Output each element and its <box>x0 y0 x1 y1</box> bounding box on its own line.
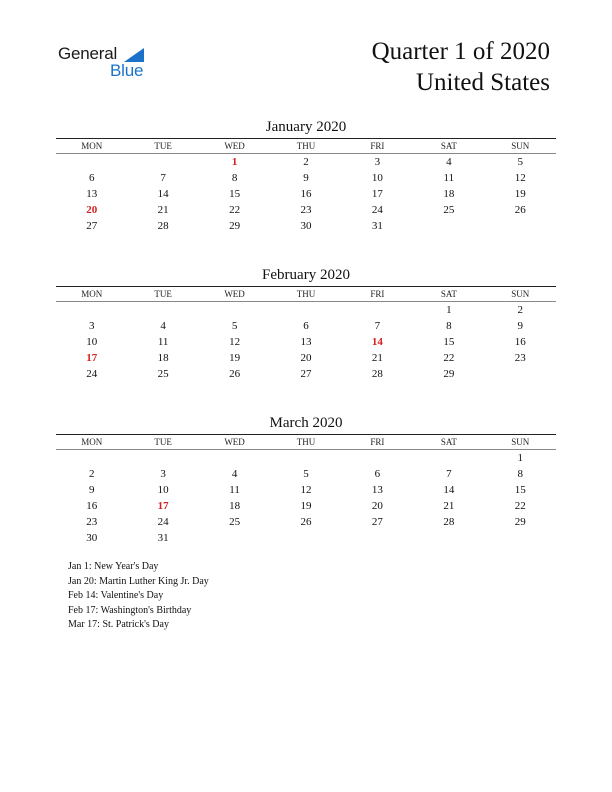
day-cell <box>413 218 484 234</box>
weekday-label: MON <box>81 289 103 299</box>
day-cell <box>199 450 270 466</box>
day-cell: 25 <box>157 368 169 380</box>
holiday-item: Jan 1: New Year's Day <box>68 561 159 572</box>
day-cell: 3 <box>374 156 381 168</box>
weekday-label: TUE <box>154 289 172 299</box>
day-cell: 7 <box>160 172 166 184</box>
month-title: March 2020 <box>269 415 343 431</box>
holiday-item: Mar 17: St. Patrick's Day <box>68 619 169 630</box>
logo-triangle-icon <box>124 48 144 62</box>
day-cell: 22 <box>443 352 455 364</box>
day-cell: 8 <box>231 172 238 184</box>
weekday-label: WED <box>224 141 245 151</box>
day-cell <box>270 530 341 546</box>
day-cell: 12 <box>229 336 241 348</box>
day-cell: 24 <box>86 368 98 380</box>
day-cell: 16 <box>300 188 312 200</box>
month-january <box>56 118 556 234</box>
logo-general-text: General <box>58 44 118 63</box>
day-cell <box>485 218 556 234</box>
day-cell: 26 <box>514 204 526 216</box>
day-cell: 24 <box>157 516 169 528</box>
day-cell: 18 <box>229 500 241 512</box>
day-cell: 10 <box>86 336 98 348</box>
day-cell: 30 <box>86 532 98 544</box>
day-cell: 2 <box>517 304 524 316</box>
day-cell: 13 <box>86 188 98 200</box>
day-cell: 27 <box>371 516 383 528</box>
weekday-header <box>56 139 556 153</box>
day-cell: 23 <box>514 352 526 364</box>
day-cell: 5 <box>517 156 524 168</box>
weekday-label: THU <box>296 141 316 151</box>
weekday-label: WED <box>224 289 245 299</box>
day-cell: 15 <box>514 484 526 496</box>
month-title: January 2020 <box>265 119 347 135</box>
holiday-item: Feb 14: Valentine's Day <box>68 590 164 601</box>
day-cell: 5 <box>231 320 238 332</box>
weekday-label: SAT <box>440 289 457 299</box>
day-cell: 7 <box>374 320 381 332</box>
day-cell: 29 <box>443 368 455 380</box>
day-cell: 25 <box>229 516 241 528</box>
weekday-label: SAT <box>440 437 457 447</box>
weekday-label: SAT <box>440 141 457 151</box>
weekday-label: WED <box>224 437 245 447</box>
day-cell <box>127 450 198 466</box>
day-cell: 28 <box>157 220 169 232</box>
day-cell: 14 <box>157 188 169 200</box>
day-cell <box>413 530 484 546</box>
day-cell: 16 <box>514 336 526 348</box>
day-cell: 30 <box>300 220 312 232</box>
weekday-header <box>56 287 556 301</box>
day-cell: 18 <box>443 188 455 200</box>
day-grid <box>56 154 556 234</box>
day-cell <box>342 450 413 466</box>
day-cell: 27 <box>300 368 312 380</box>
weekday-label: SUN <box>511 141 530 151</box>
day-cell <box>199 302 270 318</box>
day-cell: 9 <box>88 484 95 496</box>
day-cell: 21 <box>443 500 455 512</box>
weekday-label: MON <box>81 437 103 447</box>
holiday-day-cell: 17 <box>157 500 169 512</box>
holiday-day-cell: 14 <box>371 336 383 348</box>
day-cell: 13 <box>300 336 312 348</box>
country-title: United States <box>415 69 550 96</box>
day-cell <box>127 154 198 170</box>
day-cell: 19 <box>229 352 241 364</box>
holiday-item: Jan 20: Martin Luther King Jr. Day <box>68 575 209 587</box>
weekday-label: THU <box>296 289 316 299</box>
weekday-label: FRI <box>370 289 385 299</box>
day-cell: 21 <box>371 352 383 364</box>
day-cell: 28 <box>371 368 383 380</box>
day-cell: 15 <box>443 336 455 348</box>
day-cell: 20 <box>371 500 383 512</box>
day-cell: 29 <box>514 516 526 528</box>
weekday-header <box>56 435 556 449</box>
day-cell: 3 <box>160 468 166 480</box>
day-cell: 24 <box>371 204 383 216</box>
day-cell: 9 <box>517 320 524 332</box>
holiday-day-cell: 20 <box>86 204 98 216</box>
day-cell: 25 <box>443 204 455 216</box>
day-cell: 10 <box>371 172 383 184</box>
day-cell: 3 <box>88 320 95 332</box>
day-cell <box>342 530 413 546</box>
page-title <box>372 36 550 98</box>
weekday-label: MON <box>81 141 103 151</box>
day-cell <box>127 302 198 318</box>
day-cell: 12 <box>514 172 526 184</box>
day-grid <box>56 450 556 546</box>
holiday-list <box>68 560 209 633</box>
day-cell: 10 <box>157 484 169 496</box>
day-cell: 8 <box>517 468 524 480</box>
day-cell: 27 <box>86 220 98 232</box>
day-cell: 7 <box>446 468 452 480</box>
month-february <box>56 266 556 382</box>
quarter-title: Quarter 1 of 2020 <box>371 38 550 65</box>
holiday-day-cell: 1 <box>231 156 238 168</box>
month-title: February 2020 <box>262 267 350 283</box>
day-cell: 19 <box>514 188 526 200</box>
day-cell: 22 <box>514 500 526 512</box>
day-cell <box>270 450 341 466</box>
weekday-label: THU <box>296 437 316 447</box>
weekday-label: SUN <box>511 289 530 299</box>
day-cell: 26 <box>229 368 241 380</box>
weekday-label: SUN <box>511 437 530 447</box>
day-cell: 1 <box>517 452 524 464</box>
weekday-label: FRI <box>370 141 385 151</box>
day-cell: 9 <box>303 172 309 184</box>
day-cell <box>56 302 127 318</box>
day-cell: 4 <box>231 468 238 480</box>
day-cell: 31 <box>371 220 383 232</box>
day-cell: 15 <box>229 188 241 200</box>
day-cell: 23 <box>86 516 98 528</box>
day-cell <box>485 530 556 546</box>
day-cell: 19 <box>300 500 312 512</box>
day-cell: 4 <box>160 320 166 332</box>
weekday-label: TUE <box>154 437 172 447</box>
holiday-item: Feb 17: Washington's Birthday <box>68 604 192 616</box>
day-cell: 6 <box>303 320 309 332</box>
day-cell: 2 <box>303 156 309 168</box>
weekday-label: FRI <box>370 437 385 447</box>
day-cell <box>485 366 556 382</box>
day-cell <box>56 154 127 170</box>
day-cell: 11 <box>229 484 240 496</box>
day-cell <box>199 530 270 546</box>
day-cell <box>342 302 413 318</box>
day-cell: 6 <box>88 172 95 184</box>
day-cell <box>413 450 484 466</box>
day-cell: 21 <box>157 204 169 216</box>
day-cell: 12 <box>300 484 312 496</box>
brand-logo <box>58 44 158 84</box>
day-cell: 23 <box>300 204 312 216</box>
day-cell: 14 <box>443 484 455 496</box>
day-cell <box>56 450 127 466</box>
day-cell: 26 <box>300 516 312 528</box>
holiday-day-cell: 17 <box>86 352 98 364</box>
day-cell: 22 <box>229 204 241 216</box>
day-cell: 16 <box>86 500 98 512</box>
day-cell: 11 <box>443 172 455 184</box>
day-grid <box>56 302 556 382</box>
day-cell: 6 <box>374 468 381 480</box>
day-cell: 4 <box>446 156 452 168</box>
day-cell: 20 <box>300 352 312 364</box>
day-cell: 8 <box>446 320 452 332</box>
day-cell: 13 <box>371 484 383 496</box>
day-cell: 11 <box>157 336 169 348</box>
day-cell: 31 <box>157 532 169 544</box>
logo-blue-text: Blue <box>110 61 144 80</box>
day-cell: 5 <box>303 468 309 480</box>
day-cell: 17 <box>371 188 383 200</box>
weekday-label: TUE <box>154 141 172 151</box>
day-cell: 18 <box>157 352 169 364</box>
month-march <box>56 414 556 546</box>
day-cell: 28 <box>443 516 455 528</box>
day-cell <box>270 302 341 318</box>
day-cell: 29 <box>229 220 241 232</box>
day-cell: 1 <box>446 304 452 316</box>
day-cell: 2 <box>88 468 95 480</box>
